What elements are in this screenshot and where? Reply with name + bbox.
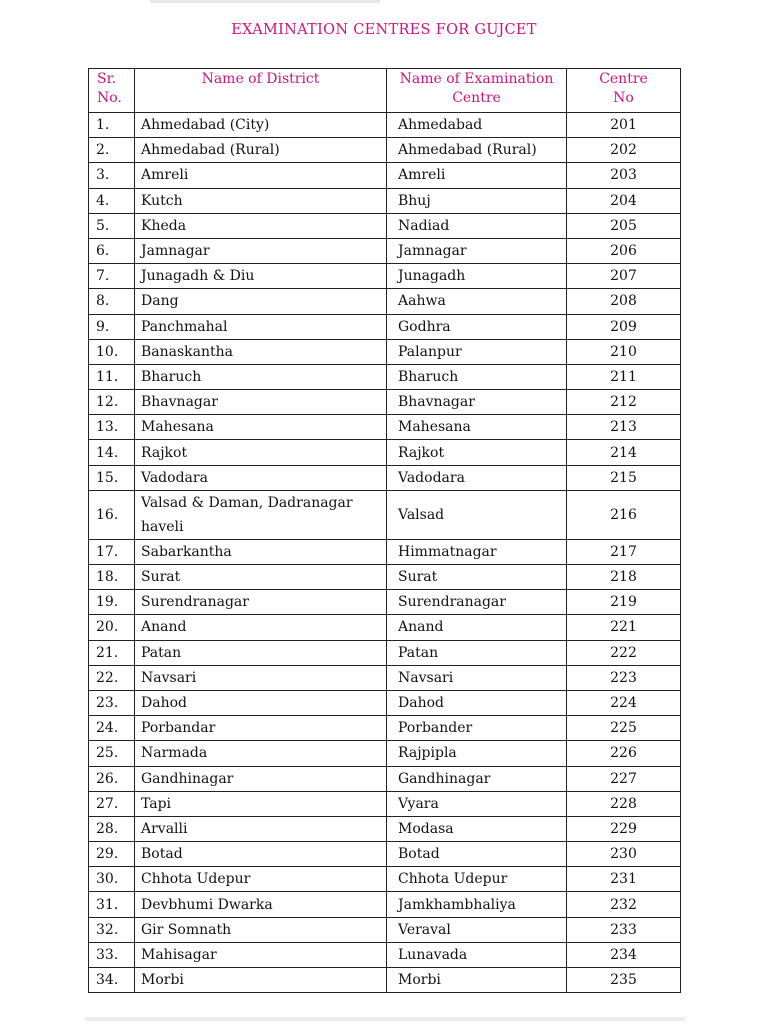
table-row — [89, 188, 681, 213]
district-cell: Mahisagar — [135, 942, 387, 967]
exam-centre-cell: Jamnagar — [387, 238, 567, 263]
sr-cell: 5. — [89, 213, 135, 238]
table-row — [89, 440, 681, 465]
sr-cell: 3. — [89, 163, 135, 188]
district-cell: Mahesana — [135, 415, 387, 440]
exam-centre-cell: Junagadh — [387, 264, 567, 289]
district-cell: Rajkot — [135, 440, 387, 465]
table-row — [89, 415, 681, 440]
district-cell: Panchmahal — [135, 314, 387, 339]
exam-centre-cell: Ahmedabad — [387, 113, 567, 138]
exam-centre-cell: Himmatnagar — [387, 539, 567, 564]
table-row — [89, 640, 681, 665]
district-cell: Chhota Udepur — [135, 867, 387, 892]
page-title: EXAMINATION CENTRES FOR GUJCET — [231, 22, 537, 38]
exam-centre-cell: Botad — [387, 842, 567, 867]
centre-no-cell: 225 — [567, 716, 681, 741]
table-row — [89, 741, 681, 766]
district-cell: Kheda — [135, 213, 387, 238]
centre-no-cell: 213 — [567, 415, 681, 440]
sr-cell: 21. — [89, 640, 135, 665]
district-cell: Surat — [135, 565, 387, 590]
sr-cell: 34. — [89, 968, 135, 993]
centre-no-cell: 216 — [567, 490, 681, 539]
centre-no-cell: 232 — [567, 892, 681, 917]
exam-centre-cell: Porbander — [387, 716, 567, 741]
table-row — [89, 917, 681, 942]
sr-cell: 29. — [89, 842, 135, 867]
table-row — [89, 163, 681, 188]
table-row — [89, 867, 681, 892]
table-row — [89, 113, 681, 138]
centre-no-cell: 211 — [567, 364, 681, 389]
district-cell: Ahmedabad (Rural) — [135, 138, 387, 163]
table-row — [89, 816, 681, 841]
sr-cell: 26. — [89, 766, 135, 791]
centre-no-cell: 217 — [567, 539, 681, 564]
table-row — [89, 716, 681, 741]
district-cell: Anand — [135, 615, 387, 640]
district-cell: Porbandar — [135, 716, 387, 741]
sr-cell: 33. — [89, 942, 135, 967]
exam-centre-cell: Valsad — [387, 490, 567, 539]
table-row — [89, 490, 681, 539]
sr-cell: 23. — [89, 690, 135, 715]
sr-cell: 1. — [89, 113, 135, 138]
centre-no-cell: 212 — [567, 390, 681, 415]
district-cell: Jamnagar — [135, 238, 387, 263]
header-district: Name of District — [135, 69, 387, 113]
table-header-row — [89, 69, 681, 113]
centre-no-cell: 206 — [567, 238, 681, 263]
sr-cell: 17. — [89, 539, 135, 564]
table-row — [89, 665, 681, 690]
district-cell: Botad — [135, 842, 387, 867]
sr-cell: 24. — [89, 716, 135, 741]
exam-centre-cell: Anand — [387, 615, 567, 640]
exam-centre-cell: Gandhinagar — [387, 766, 567, 791]
exam-centre-cell: Nadiad — [387, 213, 567, 238]
exam-centre-cell: Jamkhambhaliya — [387, 892, 567, 917]
centre-no-cell: 209 — [567, 314, 681, 339]
centre-no-cell: 215 — [567, 465, 681, 490]
sr-cell: 14. — [89, 440, 135, 465]
table-row — [89, 615, 681, 640]
sr-cell: 7. — [89, 264, 135, 289]
district-cell: Arvalli — [135, 816, 387, 841]
table-row — [89, 390, 681, 415]
district-cell: Bhavnagar — [135, 390, 387, 415]
sr-cell: 4. — [89, 188, 135, 213]
sr-cell: 2. — [89, 138, 135, 163]
exam-centre-cell: Amreli — [387, 163, 567, 188]
centre-no-cell: 205 — [567, 213, 681, 238]
district-cell: Dahod — [135, 690, 387, 715]
district-cell: Surendranagar — [135, 590, 387, 615]
district-cell: Patan — [135, 640, 387, 665]
centre-no-cell: 219 — [567, 590, 681, 615]
sr-cell: 20. — [89, 615, 135, 640]
centre-no-cell: 222 — [567, 640, 681, 665]
exam-centre-cell: Morbi — [387, 968, 567, 993]
centre-no-cell: 233 — [567, 917, 681, 942]
district-cell: Vadodara — [135, 465, 387, 490]
table-row — [89, 942, 681, 967]
district-cell: Kutch — [135, 188, 387, 213]
table-row — [89, 465, 681, 490]
centre-no-cell: 224 — [567, 690, 681, 715]
centre-no-cell: 218 — [567, 565, 681, 590]
sr-cell: 16. — [89, 490, 135, 539]
table-row — [89, 842, 681, 867]
sr-cell: 22. — [89, 665, 135, 690]
table-row — [89, 238, 681, 263]
table-row — [89, 213, 681, 238]
table-row — [89, 339, 681, 364]
table-row — [89, 892, 681, 917]
centre-no-cell: 208 — [567, 289, 681, 314]
exam-centre-cell: Aahwa — [387, 289, 567, 314]
exam-centre-cell: Mahesana — [387, 415, 567, 440]
exam-centre-cell: Patan — [387, 640, 567, 665]
centre-no-cell: 227 — [567, 766, 681, 791]
district-cell: Ahmedabad (City) — [135, 113, 387, 138]
district-cell: Navsari — [135, 665, 387, 690]
header-centre-no: Centre No — [567, 69, 681, 113]
district-cell: Valsad & Daman, Dadranagar haveli — [135, 490, 387, 539]
exam-centre-cell: Navsari — [387, 665, 567, 690]
district-cell: Sabarkantha — [135, 539, 387, 564]
sr-cell: 18. — [89, 565, 135, 590]
district-cell: Junagadh & Diu — [135, 264, 387, 289]
sr-cell: 31. — [89, 892, 135, 917]
centre-no-cell: 201 — [567, 113, 681, 138]
table-row — [89, 289, 681, 314]
sr-cell: 25. — [89, 741, 135, 766]
centre-no-cell: 202 — [567, 138, 681, 163]
exam-centre-cell: Rajkot — [387, 440, 567, 465]
district-cell: Amreli — [135, 163, 387, 188]
table-row — [89, 565, 681, 590]
sr-cell: 27. — [89, 791, 135, 816]
sr-cell: 6. — [89, 238, 135, 263]
sr-cell: 15. — [89, 465, 135, 490]
sr-cell: 9. — [89, 314, 135, 339]
district-cell: Bharuch — [135, 364, 387, 389]
centre-no-cell: 228 — [567, 791, 681, 816]
exam-centre-cell: Vadodara — [387, 465, 567, 490]
centre-no-cell: 223 — [567, 665, 681, 690]
centre-no-cell: 231 — [567, 867, 681, 892]
sr-cell: 11. — [89, 364, 135, 389]
exam-centre-cell: Dahod — [387, 690, 567, 715]
centre-no-cell: 230 — [567, 842, 681, 867]
sr-cell: 19. — [89, 590, 135, 615]
exam-centre-cell: Chhota Udepur — [387, 867, 567, 892]
table-row — [89, 590, 681, 615]
centre-no-cell: 234 — [567, 942, 681, 967]
centre-no-cell: 204 — [567, 188, 681, 213]
table-row — [89, 264, 681, 289]
exam-centre-cell: Modasa — [387, 816, 567, 841]
table-row — [89, 690, 681, 715]
page-top-edge — [150, 0, 380, 3]
exam-centre-cell: Vyara — [387, 791, 567, 816]
centre-no-cell: 229 — [567, 816, 681, 841]
exam-centre-cell: Bhuj — [387, 188, 567, 213]
centre-no-cell: 235 — [567, 968, 681, 993]
header-exam-centre: Name of Examination Centre — [387, 69, 567, 113]
centre-no-cell: 207 — [567, 264, 681, 289]
sr-cell: 10. — [89, 339, 135, 364]
centre-no-cell: 210 — [567, 339, 681, 364]
district-cell: Gandhinagar — [135, 766, 387, 791]
table-row — [89, 314, 681, 339]
exam-centre-cell: Bharuch — [387, 364, 567, 389]
district-cell: Morbi — [135, 968, 387, 993]
district-cell: Gir Somnath — [135, 917, 387, 942]
sr-cell: 32. — [89, 917, 135, 942]
table-row — [89, 791, 681, 816]
sr-cell: 28. — [89, 816, 135, 841]
exam-centre-cell: Ahmedabad (Rural) — [387, 138, 567, 163]
table-row — [89, 968, 681, 993]
exam-centre-cell: Palanpur — [387, 339, 567, 364]
district-cell: Narmada — [135, 741, 387, 766]
sr-cell: 8. — [89, 289, 135, 314]
table-row — [89, 138, 681, 163]
district-cell: Dang — [135, 289, 387, 314]
table-row — [89, 539, 681, 564]
header-sr-no: Sr. No. — [89, 69, 135, 113]
sr-cell: 13. — [89, 415, 135, 440]
centre-no-cell: 226 — [567, 741, 681, 766]
sr-cell: 30. — [89, 867, 135, 892]
exam-centre-cell: Surat — [387, 565, 567, 590]
district-cell: Devbhumi Dwarka — [135, 892, 387, 917]
centre-no-cell: 221 — [567, 615, 681, 640]
district-cell: Tapi — [135, 791, 387, 816]
exam-centre-cell: Bhavnagar — [387, 390, 567, 415]
sr-cell: 12. — [89, 390, 135, 415]
exam-centre-cell: Veraval — [387, 917, 567, 942]
exam-centre-cell: Rajpipla — [387, 741, 567, 766]
exam-centre-cell: Lunavada — [387, 942, 567, 967]
table-row — [89, 766, 681, 791]
table-row — [89, 364, 681, 389]
district-cell: Banaskantha — [135, 339, 387, 364]
page-bottom-edge — [85, 1017, 685, 1021]
centre-no-cell: 203 — [567, 163, 681, 188]
exam-centre-cell: Surendranagar — [387, 590, 567, 615]
exam-centres-table — [88, 68, 681, 993]
exam-centre-cell: Godhra — [387, 314, 567, 339]
centre-no-cell: 214 — [567, 440, 681, 465]
